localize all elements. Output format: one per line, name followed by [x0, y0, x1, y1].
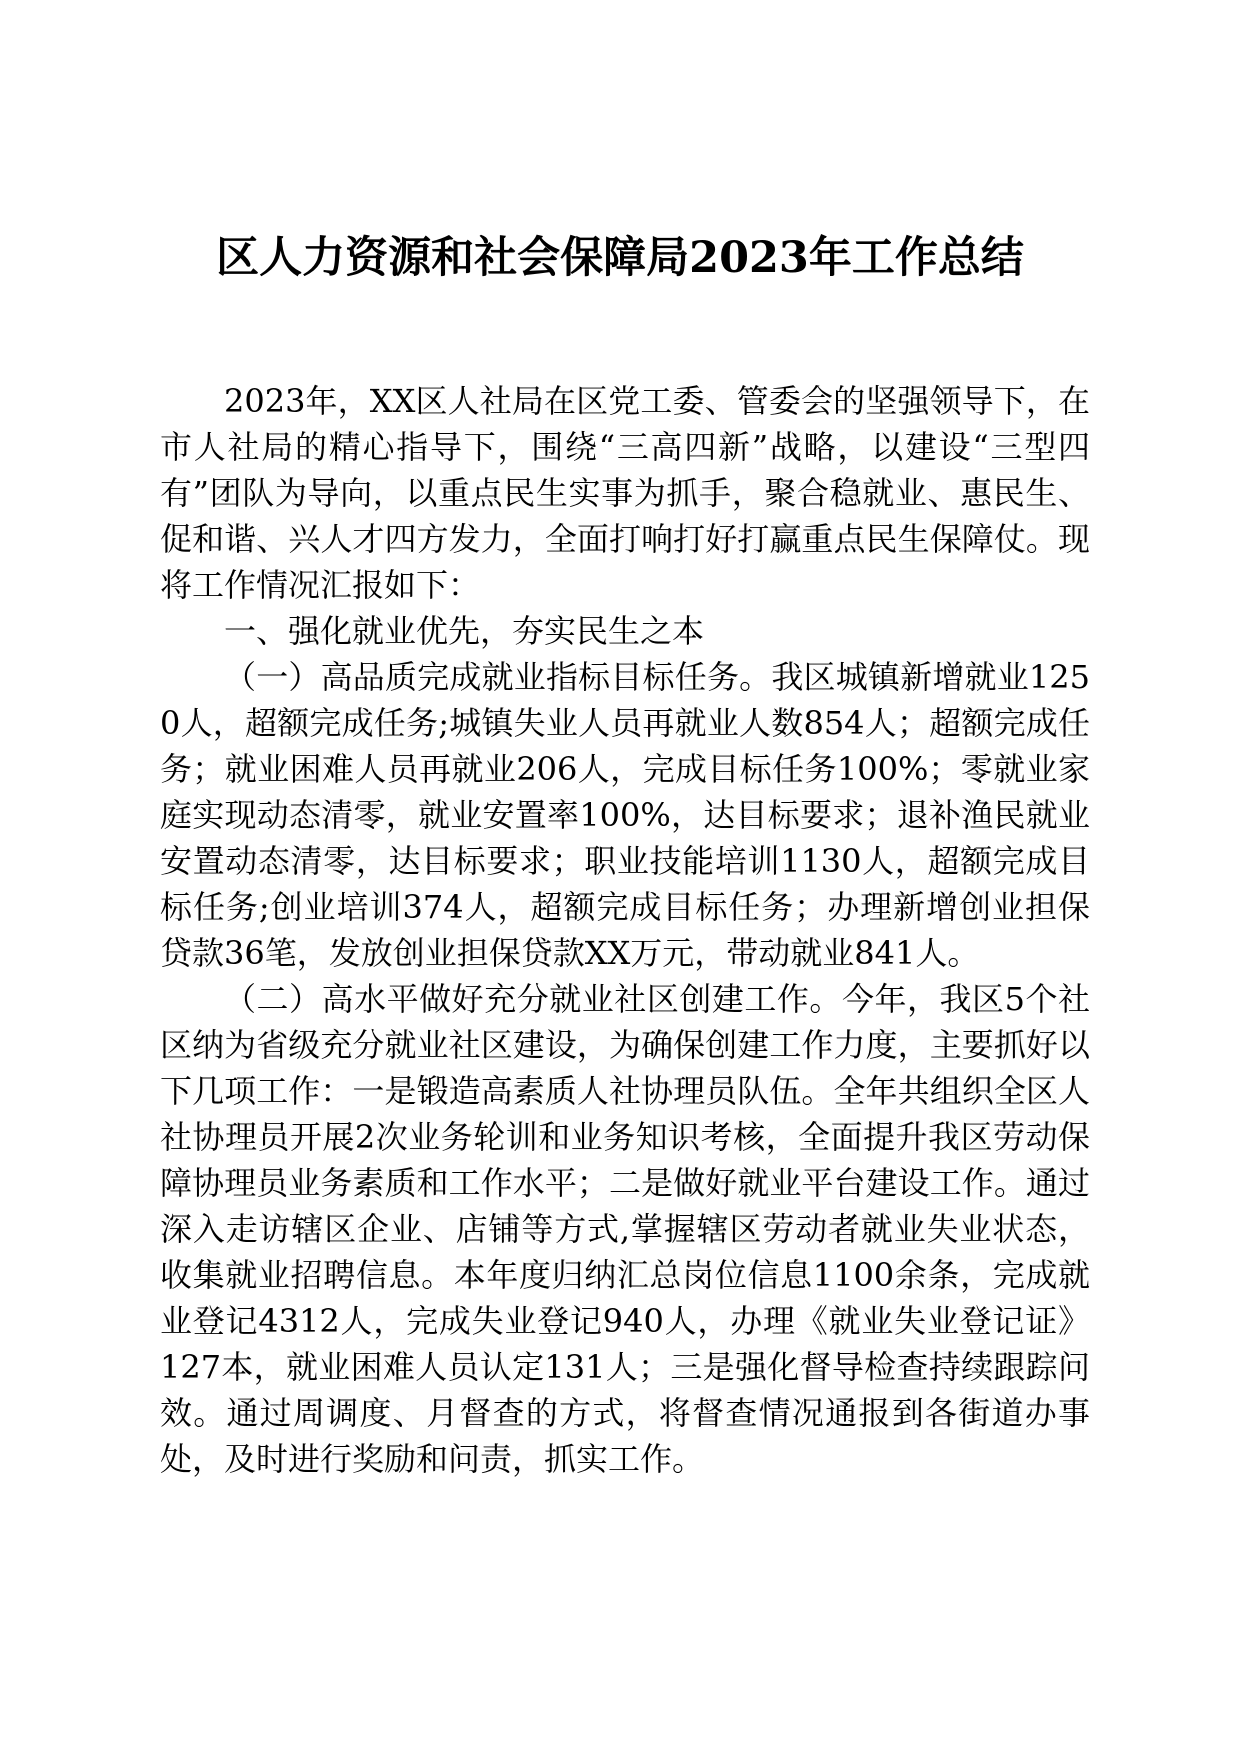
paragraph-employment-targets: （一）高品质完成就业指标目标任务。我区城镇新增就业1250人，超额完成任务;城镇失业人员再就业人数854人；超额完成任务；就业困难人员再就业206人，完成目标任务100%；零就业家庭实现动态清零，就业安置率100%，达目标要求；退补渔民就业安置动态清零，达目标要求；职业技能培训1130人，超额完成目标任务;创业培训374人，超额完成目标任务；办理新增创业担保贷款36笔，发放创业担保贷款XX万元，带动就业841人。 [160, 658, 1090, 972]
paragraph-community-creation: （二）高水平做好充分就业社区创建工作。今年，我区5个社区纳为省级充分就业社区建设，为确保创建工作力度，主要抓好以下几项工作：一是锻造高素质人社协理员队伍。全年共组织全区人社协理员开展2次业务轮训和业务知识考核，全面提升我区劳动保障协理员业务素质和工作水平；二是做好就业平台建设工作。通过深入走访辖区企业、店铺等方式,掌握辖区劳动者就业失业状态，收集就业招聘信息。本年度归纳汇总岗位信息1100余条，完成就业登记4312人，完成失业登记940人，办理《就业失业登记证》127本，就业困难人员认定131人；三是强化督导检查持续跟踪问效。通过周调度、月督查的方式，将督查情况通报到各街道办事处，及时进行奖励和问责，抓实工作。 [160, 980, 1090, 1478]
document-body [160, 378, 1090, 1482]
intro-paragraph: 2023年，XX区人社局在区党工委、管委会的坚强领导下，在市人社局的精心指导下，围绕“三高四新”战略，以建设“三型四有”团队为导向，以重点民生实事为抓手，聚合稳就业、惠民生、促和谐、兴人才四方发力，全面打响打好打赢重点民生保障仗。现将工作情况汇报如下： [160, 382, 1090, 604]
section-heading-1: 一、强化就业优先，夯实民生之本 [224, 612, 705, 650]
document-title: 区人力资源和社会保障局2023年工作总结 [216, 233, 1024, 283]
